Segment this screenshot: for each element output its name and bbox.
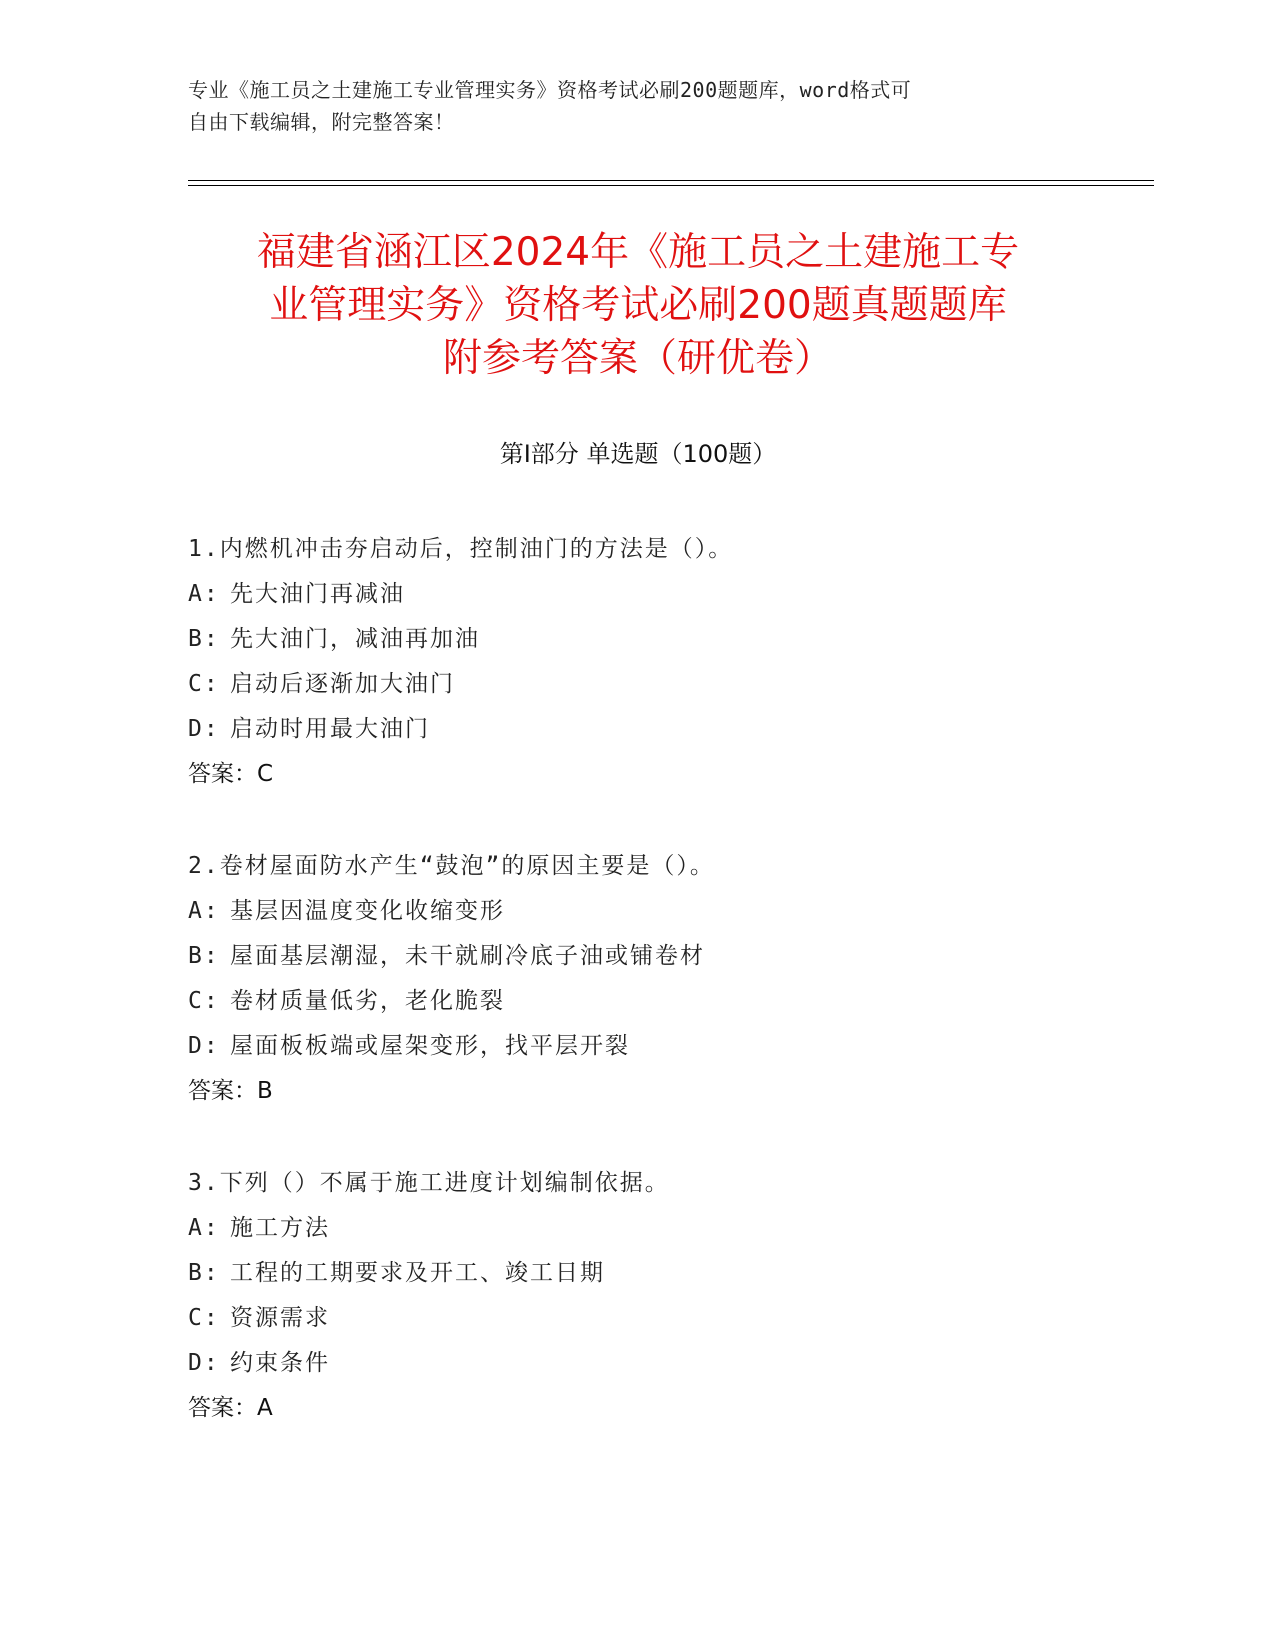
option-text: 约束条件 [230,1350,330,1376]
header-note-line-1: 专业《施工员之土建施工专业管理实务》资格考试必刷200题题库，word格式可 [188,78,912,102]
option-key: B: [188,1260,220,1286]
option-text: 施工方法 [230,1215,330,1241]
option-b [188,934,1128,979]
option-text: 卷材质量低劣，老化脆裂 [230,988,505,1014]
option-d [188,1024,1128,1069]
option-key: A: [188,1215,220,1241]
option-text: 启动时用最大油门 [230,716,430,742]
option-text: 启动后逐渐加大油门 [230,671,455,697]
answer-line: 答案：C [188,761,274,787]
option-text: 先大油门再减油 [230,581,405,607]
question-stem: 1.内燃机冲击夯启动后，控制油门的方法是（）。 [188,536,734,562]
option-text: 工程的工期要求及开工、竣工日期 [230,1260,605,1286]
option-b [188,1251,1128,1296]
option-key: D: [188,1033,220,1059]
question-stem: 2.卷材屋面防水产生“鼓泡”的原因主要是（）。 [188,853,715,879]
option-text: 屋面基层潮湿，未干就刷冷底子油或铺卷材 [230,943,705,969]
option-key: C: [188,1305,220,1331]
option-b [188,617,1128,662]
question-stem: 3.下列（）不属于施工进度计划编制依据。 [188,1170,670,1196]
answer-line: 答案：B [188,1078,273,1104]
option-a [188,572,1128,617]
option-a [188,1206,1128,1251]
option-text: 先大油门，减油再加油 [230,626,480,652]
title-line-3: 附参考答案（研优卷） [442,336,833,381]
option-text: 屋面板板端或屋架变形，找平层开裂 [230,1033,630,1059]
option-key: A: [188,581,220,607]
option-text: 资源需求 [230,1305,330,1331]
question-item [188,527,1128,797]
option-key: A: [188,898,220,924]
question-item [188,1161,1128,1431]
option-key: B: [188,626,220,652]
option-key: B: [188,943,220,969]
option-c [188,979,1128,1024]
option-a [188,889,1128,934]
section-heading: 第Ⅰ部分 单选题（100题） [499,440,777,468]
document-header-note [188,74,1088,138]
option-key: C: [188,671,220,697]
title-line-1: 福建省涵江区2024年《施工员之土建施工专 [256,230,1020,275]
question-list [188,527,1128,1478]
document-title [188,226,1088,385]
question-item [188,844,1128,1114]
option-key: C: [188,988,220,1014]
option-key: D: [188,716,220,742]
option-d [188,1341,1128,1386]
option-c [188,1296,1128,1341]
title-line-2: 业管理实务》资格考试必刷200题真题题库 [269,283,1007,328]
option-key: D: [188,1350,220,1376]
answer-line: 答案：A [188,1395,273,1421]
header-divider-top [188,180,1154,181]
header-divider-bottom [188,185,1154,186]
option-text: 基层因温度变化收缩变形 [230,898,505,924]
header-note-line-2: 自由下载编辑，附完整答案！ [188,110,455,134]
option-d [188,707,1128,752]
option-c [188,662,1128,707]
